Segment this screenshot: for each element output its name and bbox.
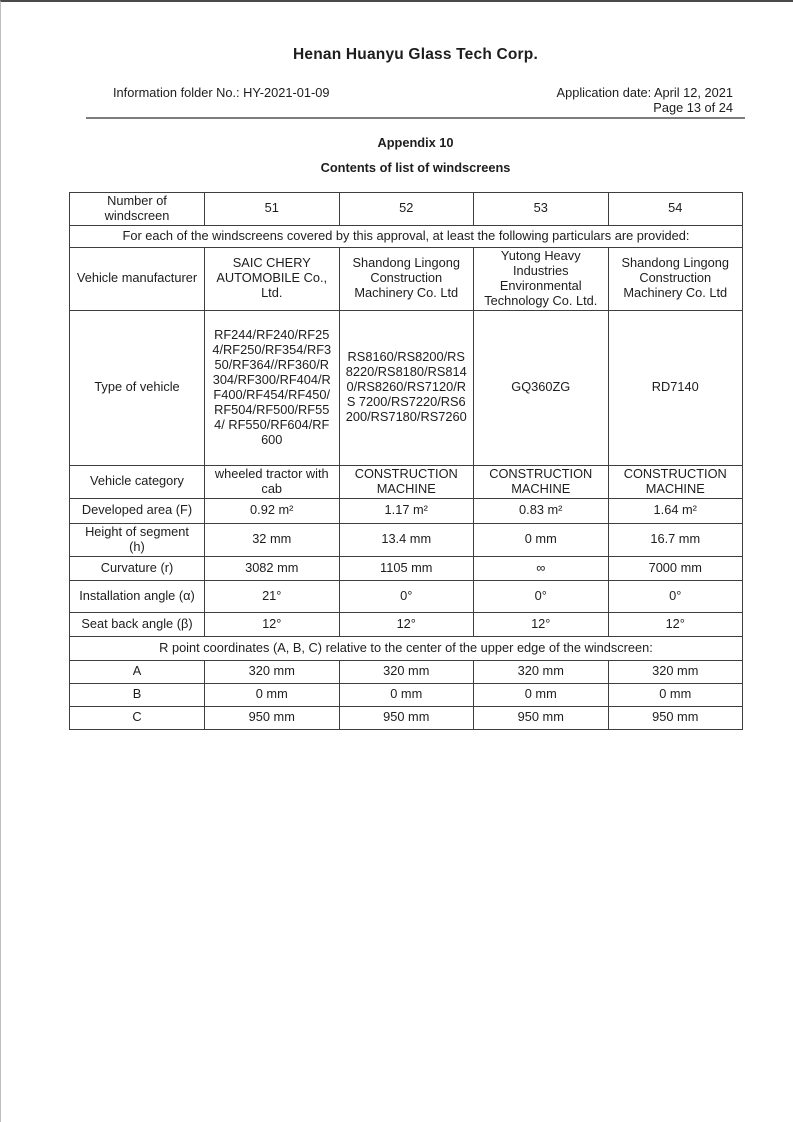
- cell-category-54: CONSTRUCTION MACHINE: [608, 465, 743, 498]
- row-label: Vehicle category: [70, 465, 205, 498]
- table-row-number: [70, 193, 743, 226]
- row-label: Curvature (r): [70, 556, 205, 580]
- table-row-developed-area: [70, 498, 743, 523]
- table-row-installation-angle: [70, 580, 743, 612]
- cell-segment-height-53: 0 mm: [474, 523, 609, 556]
- coverage-note: For each of the windscreens covered by this approval, at least the following particulars are provided:: [70, 225, 743, 247]
- cell-manufacturer-53: Yutong Heavy Industries Environmental Technology Co. Ltd.: [474, 247, 609, 310]
- cell-number-54: 54: [608, 193, 743, 226]
- page-header: [86, 46, 745, 175]
- table-row-rpoint-a: [70, 660, 743, 683]
- cell-a-53: 320 mm: [474, 660, 609, 683]
- cell-installation-angle-53: 0°: [474, 580, 609, 612]
- cell-vehicle-type-52: RS8160/RS8200/RS8220/RS8180/RS8140/RS8260/RS7120/RS 7200/RS7220/RS6200/RS7180/RS7260: [339, 310, 474, 465]
- table-row-seat-back-angle: [70, 612, 743, 636]
- cell-vehicle-type-54: RD7140: [608, 310, 743, 465]
- cell-category-52: CONSTRUCTION MACHINE: [339, 465, 474, 498]
- cell-c-53: 950 mm: [474, 706, 609, 729]
- table-row-category: [70, 465, 743, 498]
- meta-right-block: [557, 85, 745, 115]
- meta-row: [86, 85, 745, 115]
- page-indicator: Page 13 of 24: [653, 100, 733, 115]
- cell-seat-back-angle-51: 12°: [205, 612, 340, 636]
- cell-vehicle-type-53: GQ360ZG: [474, 310, 609, 465]
- company-title: Henan Huanyu Glass Tech Corp.: [293, 46, 538, 63]
- cell-segment-height-54: 16.7 mm: [608, 523, 743, 556]
- cell-developed-area-53: 0.83 m²: [474, 498, 609, 523]
- table-row-curvature: [70, 556, 743, 580]
- row-label: Seat back angle (β): [70, 612, 205, 636]
- row-label: Installation angle (α): [70, 580, 205, 612]
- cell-curvature-51: 3082 mm: [205, 556, 340, 580]
- table-row-rpoint-b: [70, 683, 743, 706]
- cell-c-51: 950 mm: [205, 706, 340, 729]
- row-label: Height of segment (h): [70, 523, 205, 556]
- cell-number-52: 52: [339, 193, 474, 226]
- cell-b-54: 0 mm: [608, 683, 743, 706]
- cell-curvature-53: ∞: [474, 556, 609, 580]
- cell-segment-height-52: 13.4 mm: [339, 523, 474, 556]
- cell-b-53: 0 mm: [474, 683, 609, 706]
- cell-a-54: 320 mm: [608, 660, 743, 683]
- table-row-coverage-note: [70, 225, 743, 247]
- cell-manufacturer-52: Shandong Lingong Construction Machinery Co. Ltd: [339, 247, 474, 310]
- table-row-rpoint-c: [70, 706, 743, 729]
- cell-developed-area-52: 1.17 m²: [339, 498, 474, 523]
- cell-seat-back-angle-53: 12°: [474, 612, 609, 636]
- row-label: Developed area (F): [70, 498, 205, 523]
- table-row-vehicle-type: [70, 310, 743, 465]
- cell-a-51: 320 mm: [205, 660, 340, 683]
- row-label: Type of vehicle: [70, 310, 205, 465]
- windscreen-spec-table: [69, 192, 743, 730]
- cell-b-52: 0 mm: [339, 683, 474, 706]
- cell-curvature-52: 1105 mm: [339, 556, 474, 580]
- table-row-manufacturer: [70, 247, 743, 310]
- cell-number-53: 53: [474, 193, 609, 226]
- cell-c-52: 950 mm: [339, 706, 474, 729]
- cell-developed-area-54: 1.64 m²: [608, 498, 743, 523]
- cell-category-53: CONSTRUCTION MACHINE: [474, 465, 609, 498]
- table-row-rpoint-note: [70, 636, 743, 660]
- cell-c-54: 950 mm: [608, 706, 743, 729]
- row-label: Number of windscreen: [70, 193, 205, 226]
- row-label: B: [70, 683, 205, 706]
- cell-number-51: 51: [205, 193, 340, 226]
- cell-vehicle-type-51: RF244/RF240/RF254/RF250/RF354/RF350/RF364//RF360/R 304/RF300/RF404/RF400/RF454/RF450/RF504/RF500/RF554/ RF550/RF604/RF600: [205, 310, 340, 465]
- row-label: A: [70, 660, 205, 683]
- cell-installation-angle-54: 0°: [608, 580, 743, 612]
- cell-curvature-54: 7000 mm: [608, 556, 743, 580]
- cell-installation-angle-51: 21°: [205, 580, 340, 612]
- cell-segment-height-51: 32 mm: [205, 523, 340, 556]
- cell-seat-back-angle-52: 12°: [339, 612, 474, 636]
- info-folder-number: Information folder No.: HY-2021-01-09: [113, 85, 330, 100]
- cell-manufacturer-54: Shandong Lingong Construction Machinery Co. Ltd: [608, 247, 743, 310]
- cell-seat-back-angle-54: 12°: [608, 612, 743, 636]
- row-label: Vehicle manufacturer: [70, 247, 205, 310]
- application-date: Application date: April 12, 2021: [556, 85, 733, 100]
- table-row-segment-height: [70, 523, 743, 556]
- r-point-note: R point coordinates (A, B, C) relative to the center of the upper edge of the windscreen:: [70, 636, 743, 660]
- doc-subtitle: Contents of list of windscreens: [320, 160, 511, 175]
- cell-developed-area-51: 0.92 m²: [205, 498, 340, 523]
- header-divider: [86, 117, 745, 119]
- cell-b-51: 0 mm: [205, 683, 340, 706]
- cell-installation-angle-52: 0°: [339, 580, 474, 612]
- cell-category-51: wheeled tractor with cab: [205, 465, 340, 498]
- cell-manufacturer-51: SAIC CHERY AUTOMOBILE Co., Ltd.: [205, 247, 340, 310]
- cell-a-52: 320 mm: [339, 660, 474, 683]
- row-label: C: [70, 706, 205, 729]
- appendix-title: Appendix 10: [377, 135, 454, 150]
